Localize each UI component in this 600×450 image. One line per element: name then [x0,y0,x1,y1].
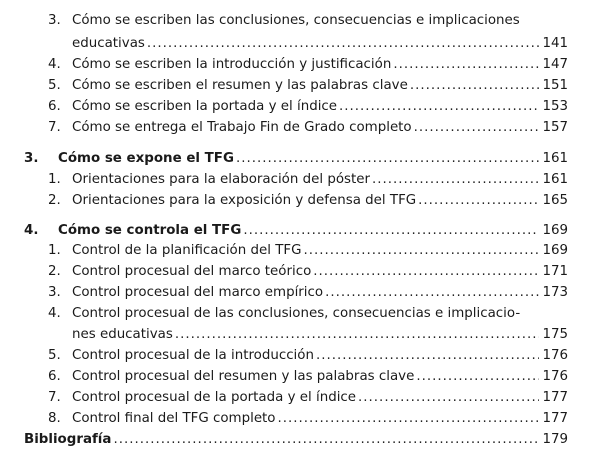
toc-section-title: Cómo se expone el TFG [58,151,234,166]
toc-item-number: 7. [48,390,61,405]
toc-item-page: 169 [542,243,568,258]
toc-section-4 [24,223,568,239]
toc-item-page: 157 [542,120,568,135]
toc-item-page: 165 [542,193,568,208]
toc-bibliography-page: 179 [542,432,568,447]
toc-item-a4 [48,57,568,73]
toc-item-number: 1. [48,243,61,258]
toc-item-page: 153 [542,99,568,114]
toc-item-number: 5. [48,78,61,93]
toc-section-number: 4. [24,223,39,238]
toc-item-page: 176 [542,348,568,363]
toc-item-a3-cont [72,36,568,52]
toc-item-c6 [48,369,568,385]
toc-item-page: 147 [542,57,568,72]
toc-item-page: 176 [542,369,568,384]
toc-item-c4-cont [72,327,568,343]
toc-item-page: 175 [542,327,568,342]
toc-item-a5 [48,78,568,94]
toc-item-title: Cómo se escriben la portada y el índice [72,99,338,114]
toc-item-title: Cómo se escriben el resumen y las palabras clave [72,78,408,93]
toc-item-title: Control final del TFG completo [72,411,276,426]
toc-bibliography [24,432,568,448]
toc-section-page: 169 [542,223,568,238]
toc-item-number: 2. [48,193,61,208]
toc-section-page: 161 [542,151,568,166]
toc-item-number: 3. [48,13,61,28]
toc-bibliography-title: Bibliografía [24,432,112,447]
toc-item-page: 177 [542,411,568,426]
toc-section-title: Cómo se controla el TFG [58,223,242,238]
toc-item-number: 3. [48,285,61,300]
toc-item-page: 161 [542,172,568,187]
toc-item-c1 [48,243,568,259]
toc-item-number: 6. [48,99,61,114]
toc-item-title: Cómo se escriben las conclusiones, consecuencias e implicaciones [72,13,520,28]
toc-item-title: Control procesual del resumen y las palabras clave [72,369,415,384]
toc-item-title: Control procesual de la portada y el índice [72,390,357,405]
toc-item-c2 [48,264,568,280]
toc-section-3 [24,151,568,167]
toc-item-title: Control procesual de la introducción [72,348,314,363]
toc-item-title-cont: educativas [72,36,145,51]
toc-item-a7 [48,120,568,136]
toc-item-title: Cómo se escriben la introducción y justificación [72,57,392,72]
toc-section-number: 3. [24,151,39,166]
toc-item-title: Orientaciones para la elaboración del póster [72,172,371,187]
toc-item-title: Cómo se entrega el Trabajo Fin de Grado completo [72,120,412,135]
toc-item-b1 [48,172,568,188]
toc-item-title: Control procesual del marco empírico [72,285,324,300]
toc-item-c3 [48,285,568,301]
toc-item-title: Control de la planificación del TFG [72,243,302,258]
toc-item-number: 4. [48,306,61,321]
toc-item-page: 177 [542,390,568,405]
toc-item-a3 [48,13,520,29]
toc-item-page: 171 [542,264,568,279]
toc-item-c7 [48,390,568,406]
toc-item-c5 [48,348,568,364]
toc-item-a6 [48,99,568,115]
toc-item-c8 [48,411,568,427]
toc-item-title: Control procesual de las conclusiones, consecuencias e implicacio- [72,306,521,321]
toc-item-page: 141 [542,36,568,51]
toc-item-title: Control procesual del marco teórico [72,264,312,279]
toc-item-number: 2. [48,264,61,279]
toc-item-number: 7. [48,120,61,135]
toc-item-title: Orientaciones para la exposición y defensa del TFG [72,193,417,208]
toc-item-page: 173 [542,285,568,300]
toc-item-number: 4. [48,57,61,72]
toc-item-number: 5. [48,348,61,363]
toc-item-number: 8. [48,411,61,426]
toc-item-c4 [48,306,520,322]
toc-item-number: 1. [48,172,61,187]
toc-item-page: 151 [542,78,568,93]
toc-item-b2 [48,193,568,209]
toc-item-number: 6. [48,369,61,384]
toc-item-title-cont: nes educativas [72,327,173,342]
